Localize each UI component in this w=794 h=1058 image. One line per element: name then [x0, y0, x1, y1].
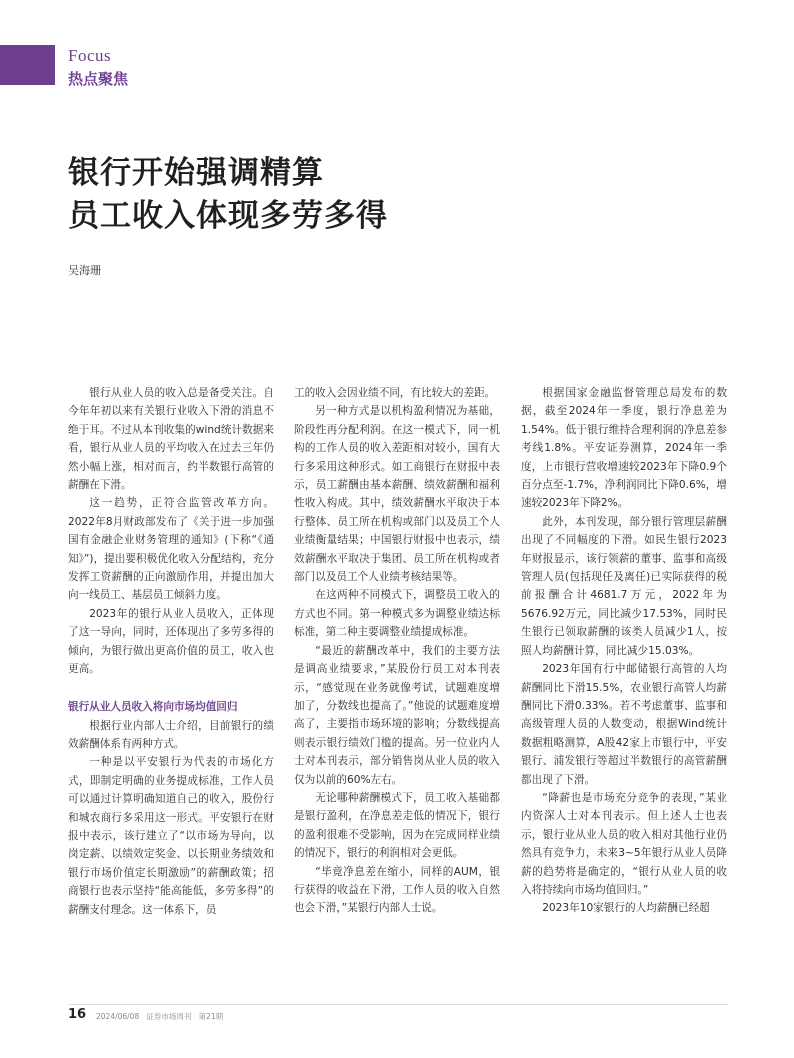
paragraph: “毕竟净息差在缩小，同样的AUM，银行获得的收益在下滑，工作人员的收入自然也会下滑，”某银行内部人士说。 — [294, 865, 500, 915]
article-title — [68, 152, 388, 238]
title-line-2: 员工收入体现多劳多得 — [68, 198, 388, 234]
footer-publication: 证券市场周刊 — [146, 1012, 192, 1021]
section-subheading: 银行从业人员收入将向市场均值回归 — [68, 700, 238, 713]
column-2 — [294, 384, 500, 918]
section-accent-bar — [0, 45, 55, 85]
paragraph: 根据国家金融监督管理总局发布的数据，截至2024年一季度，银行净息差为1.54%。低于银行维持合理利润的净息差参考线1.8%。平安证券测算，2024年一季度，上市银行营收增速较2023年下降0.9个百分点至-1.7%，净利润同比下降0.6%，增速较2023年下降2%。 — [521, 387, 727, 510]
column-1 — [68, 384, 274, 919]
paragraph: 银行从业人员的收入总是备受关注。自今年年初以来有关银行业收入下滑的消息不绝于耳。不过从本刊收集的wind统计数据来看，银行从业人员的平均收入在过去三年仍然小幅上涨，相对而言，约半数银行高管的薪酬在下滑。 — [68, 387, 274, 492]
paragraph: 一种是以平安银行为代表的市场化方式，即制定明确的业务提成标准，工作人员可以通过计算明确知道自己的收入，股份行和城农商行多采用这一形式。平安银行在财报中表示，该行建立了“以市场为导向，以岗定薪、以绩效定奖金、以长期业务绩效和银行市场价值定长期激励”的薪酬政策；招商银行也表示坚持“能高能低，多劳多得”的薪酬支付理念。这一体系下，员 — [68, 756, 274, 916]
paragraph: 2023年10家银行的人均薪酬已经超 — [542, 902, 710, 915]
paragraph: “降薪也是市场充分竞争的表现，”某业内资深人士对本刊表示。但上述人士也表示，银行业从业人员的收入相对其他行业仍然具有竞争力，未来3~5年银行从业人员降薪的趋势将是确定的，“银行从业人员的收入将持续向市场均值回归。” — [521, 791, 727, 896]
paragraph: 2023年的银行从业人员收入，正体现了这一导向，同时，还体现出了多劳多得的倾向，为银行做出更高价值的员工，收入也更高。 — [68, 607, 274, 676]
title-line-1: 银行开始强调精算 — [68, 155, 324, 191]
paragraph: 在这两种不同模式下，调整员工收入的方式也不同。第一种模式多为调整业绩达标标准，第二种主要调整业绩提成标准。 — [294, 589, 500, 639]
paragraph: 2023年国有行中邮储银行高管的人均薪酬同比下滑15.5%，农业银行高管人均薪酬同比下滑0.33%。若不考虑董事、监事和高级管理人员的人数变动，根据Wind统计数据粗略测算，A股42家上市银行中，平安银行、浦发银行等超过半数银行的高管薪酬都出现了下滑。 — [521, 663, 727, 786]
column-3 — [521, 384, 727, 918]
paragraph: 此外，本刊发现，部分银行管理层薪酬出现了不同幅度的下滑。如民生银行2023年财报显示，该行领薪的董事、监事和高级管理人员(包括现任及离任)已实际获得的税前报酬合计4681.7万元，2022年为5676.92万元，同比减少17.53%，同时民生银行已领取薪酬的该类人员减少1人，按照人均薪酬计算，同比减少15.03%。 — [521, 515, 727, 657]
paragraph-continued: 工的收入会因业绩不同，有比较大的差距。 — [294, 387, 496, 399]
section-label-en: Focus — [68, 46, 112, 65]
paragraph: “最近的薪酬改革中，我们的主要方法是调高业绩要求，”某股份行员工对本刊表示，“感觉现在业务就像考试，试题难度增加了，分数线也提高了。”他说的试题难度增高了，主要指市场环境的影响；分数线提高则表示银行绩效门槛的提高。另一位业内人士对本刊表示，部分销售岗从业人员的收入仅为以前的60%左右。 — [294, 644, 500, 786]
page-number: 16 — [68, 1007, 87, 1022]
footer-issue: 第21期 — [198, 1012, 224, 1021]
footer-date: 2024/06/08 — [96, 1012, 140, 1021]
paragraph: 这一趋势，正符合监管改革方向。2022年8月财政部发布了《关于进一步加强国有金融企业财务管理的通知》(下称“《通知》”)，提出要积极优化收入分配结构，充分发挥工资薪酬的正向激励作用，并提出加大向一线员工、基层员工倾斜力度。 — [68, 497, 274, 602]
section-label-cn: 热点聚焦 — [68, 70, 129, 88]
paragraph: 无论哪种薪酬模式下，员工收入基础都是银行盈利，在净息差走低的情况下，银行的盈利很难不受影响，因为在完成同样业绩的情况下，银行的利润相对会更低。 — [294, 791, 500, 860]
author-byline: 吴海珊 — [68, 264, 101, 277]
paragraph: 另一种方式是以机构盈利情况为基础，阶段性再分配利润。在这一模式下，同一机构的工作人员的收入差距相对较小，国有大行多采用这种形式。如工商银行在财报中表示，员工薪酬由基本薪酬、绩效薪酬和福利性收入构成。其中，绩效薪酬水平取决于本行整体、员工所在机构或部门以及员工个人业绩衡量结果；中国银行财报中也表示，绩效薪酬水平取决于集团、员工所在机构或者部门以及员工个人业绩考核结果等。 — [294, 405, 500, 584]
paragraph: 根据行业内部人士介绍，目前银行的绩效薪酬体系有两种方式。 — [68, 719, 274, 750]
footer-meta — [96, 1011, 223, 1022]
